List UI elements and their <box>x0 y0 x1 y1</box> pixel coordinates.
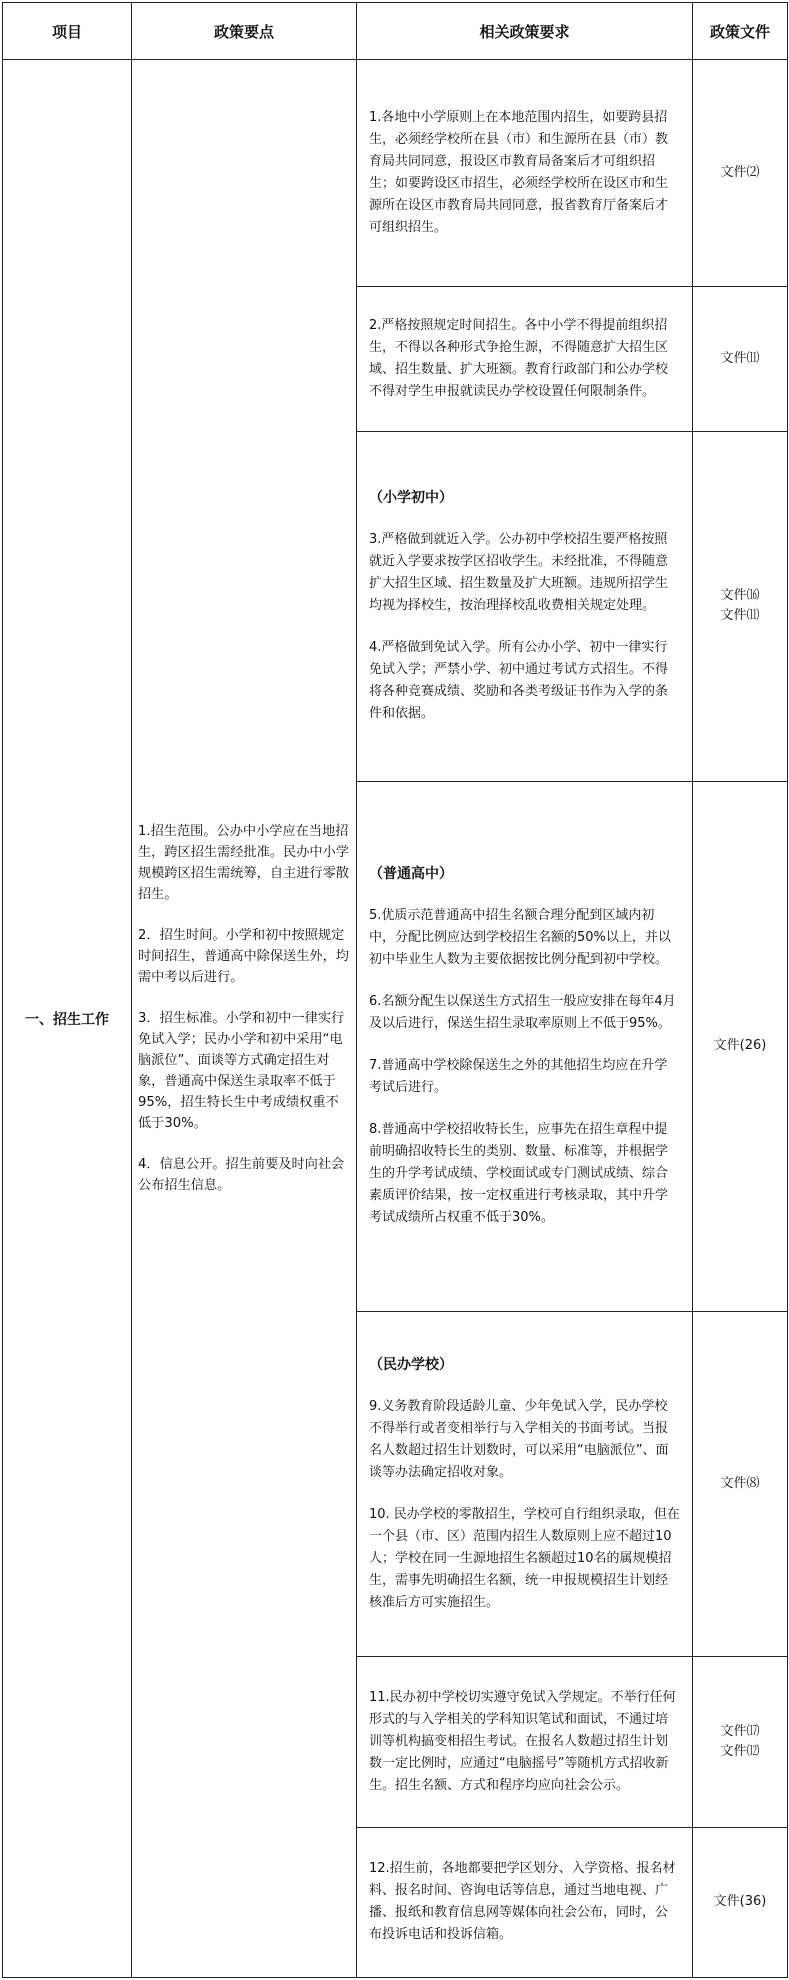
header-item: 项目 <box>3 3 132 60</box>
requirement-text: 7.普通高中学校除保送生之外的其他招生均应在升学考试后进行。 <box>369 1058 668 1096</box>
requirement-cell <box>357 1311 693 1656</box>
document-cell <box>693 1657 788 1828</box>
section-subtitle: （普通高中） <box>369 866 453 883</box>
document-cell <box>693 287 788 431</box>
requirement-text: 1.各地中小学原则上在本地范围内招生，如要跨县招生，必须经学校所在县（市）和生源所在县（市）教育局共同同意，报设区市教育局备案后才可组织招生；如要跨设区市招生，必须经学校所在设区市和生源所在设区市教育局共同同意，报省教育厅备案后才可组织招生。 <box>369 110 669 236</box>
header-row <box>3 3 788 60</box>
requirement-cell <box>357 287 693 431</box>
requirement-cell <box>357 781 693 1311</box>
requirement-text: 6.名额分配生以保送生方式招生一般应安排在每年4月及以后进行，保送生招生录取率原则上不低于95%。 <box>369 994 676 1032</box>
requirement-text: 9.义务教育阶段适龄儿童、少年免试入学，民办学校不得举行或者变相举行与入学相关的书面考试。当报名人数超过招生计划数时，可以采用“电脑派位”、面谈等办法确定招收对象。 <box>369 1399 669 1480</box>
requirement-text: 11.民办初中学校切实遵守免试入学规定。不举行任何形式的与入学相关的学科知识笔试和面试，不通过培训等机构搞变相招生考试。在报名人数超过招生计划数一定比例时，应通过“电脑摇号”等随机方式招收新生。招生名额、方式和程序均应向社会公示。 <box>369 1689 676 1793</box>
document-ref: 文件⑾ <box>720 351 760 367</box>
document-ref: 文件(26) <box>713 1038 767 1054</box>
document-ref: 文件⑵ <box>720 165 760 181</box>
document-ref: 文件⑻ <box>720 1476 760 1491</box>
section-subtitle: （小学初中） <box>369 490 453 507</box>
point-2: 2．招生时间。小学和初中按照规定时间招生，普通高中除保送生外，均需中考以后进行。 <box>138 928 349 985</box>
document-cell <box>693 60 788 287</box>
document-ref: 文件⑾ <box>720 608 760 624</box>
document-ref: 文件⒃ <box>720 588 760 604</box>
document-ref: 文件⒄ <box>720 1723 760 1739</box>
document-cell <box>693 1311 788 1656</box>
header-requirements: 相关政策要求 <box>357 3 693 60</box>
item-cell: 一、招生工作 <box>3 60 132 1978</box>
requirement-text: 12.招生前，各地都要把学区划分、入学资格、报名材料、报名时间、咨询电话等信息，通过当地电视、广播、报纸和教育信息网等媒体向社会公布，同时，公布投诉电话和投诉信箱。 <box>369 1861 676 1943</box>
policy-table <box>2 2 788 1978</box>
header-points: 政策要点 <box>132 3 357 60</box>
point-4: 4．信息公开。招生前要及时向社会公布招生信息。 <box>138 1157 345 1193</box>
document-ref: 文件(36) <box>713 1894 767 1910</box>
requirement-cell <box>357 60 693 287</box>
requirement-text: 8.普通高中学校招收特长生，应事先在招生章程中提前明确招收特长生的类别、数量、标准等，并根据学生的升学考试成绩、学校面试或专门测试成绩、综合素质评价结果，按一定权重进行考核录取，其中升学考试成绩所占权重不低于30%。 <box>369 1122 669 1226</box>
section-subtitle: （民办学校） <box>369 1357 453 1373</box>
point-3: 3．招生标准。小学和初中一律实行免试入学；民办小学和初中采用“电脑派位”、面谈等方式确定招生对象，普通高中保送生录取率不低于95%，招生特长生中考成绩权重不低于30%。 <box>138 1011 345 1131</box>
document-cell <box>693 431 788 781</box>
document-cell <box>693 781 788 1311</box>
requirement-text: 4.严格做到免试入学。所有公办小学、初中一律实行免试入学；严禁小学、初中通过考试方式招生。不得将各种竞赛成绩、奖励和各类考级证书作为入学的条件和依据。 <box>369 640 669 722</box>
point-1: 1.招生范围。公办中小学应在当地招生，跨区招生需经批准。民办中小学规模跨区招生需统筹，自主进行零散招生。 <box>138 824 349 902</box>
requirement-cell <box>357 431 693 781</box>
requirement-cell <box>357 1657 693 1828</box>
document-cell <box>693 1827 788 1977</box>
requirement-text: 2.严格按照规定时间招生。各中小学不得提前组织招生，不得以各种形式争抢生源，不得随意扩大招生区域、招生数量、扩大班额。教育行政部门和公办学校不得对学生申报就读民办学校设置任何限制条件。 <box>369 318 669 400</box>
requirement-text: 10. 民办学校的零散招生，学校可自行组织录取，但在一个县（市、区）范围内招生人数原则上应不超过10人；学校在同一生源地招生名额超过10名的属规模招生，需事先明确招生名额，统一申报规模招生计划经核准后方可实施招生。 <box>369 1507 680 1610</box>
requirement-text: 5.优质示范普通高中招生名额合理分配到区域内初中，分配比例应达到学校招生名额的50%以上，并以初中毕业生人数为主要依据按比例分配到初中学校。 <box>369 908 671 968</box>
document-ref: 文件⑿ <box>720 1743 760 1759</box>
points-cell <box>132 60 357 1978</box>
requirement-cell <box>357 1827 693 1977</box>
header-documents: 政策文件 <box>693 3 788 60</box>
table-row <box>3 60 788 287</box>
requirement-text: 3.严格做到就近入学。公办初中学校招生要严格按照就近入学要求按学区招收学生。未经批准，不得随意扩大招生区域、招生数量及扩大班额。违规所招学生均视为择校生，按治理择校乱收费相关规定处理。 <box>369 532 669 614</box>
